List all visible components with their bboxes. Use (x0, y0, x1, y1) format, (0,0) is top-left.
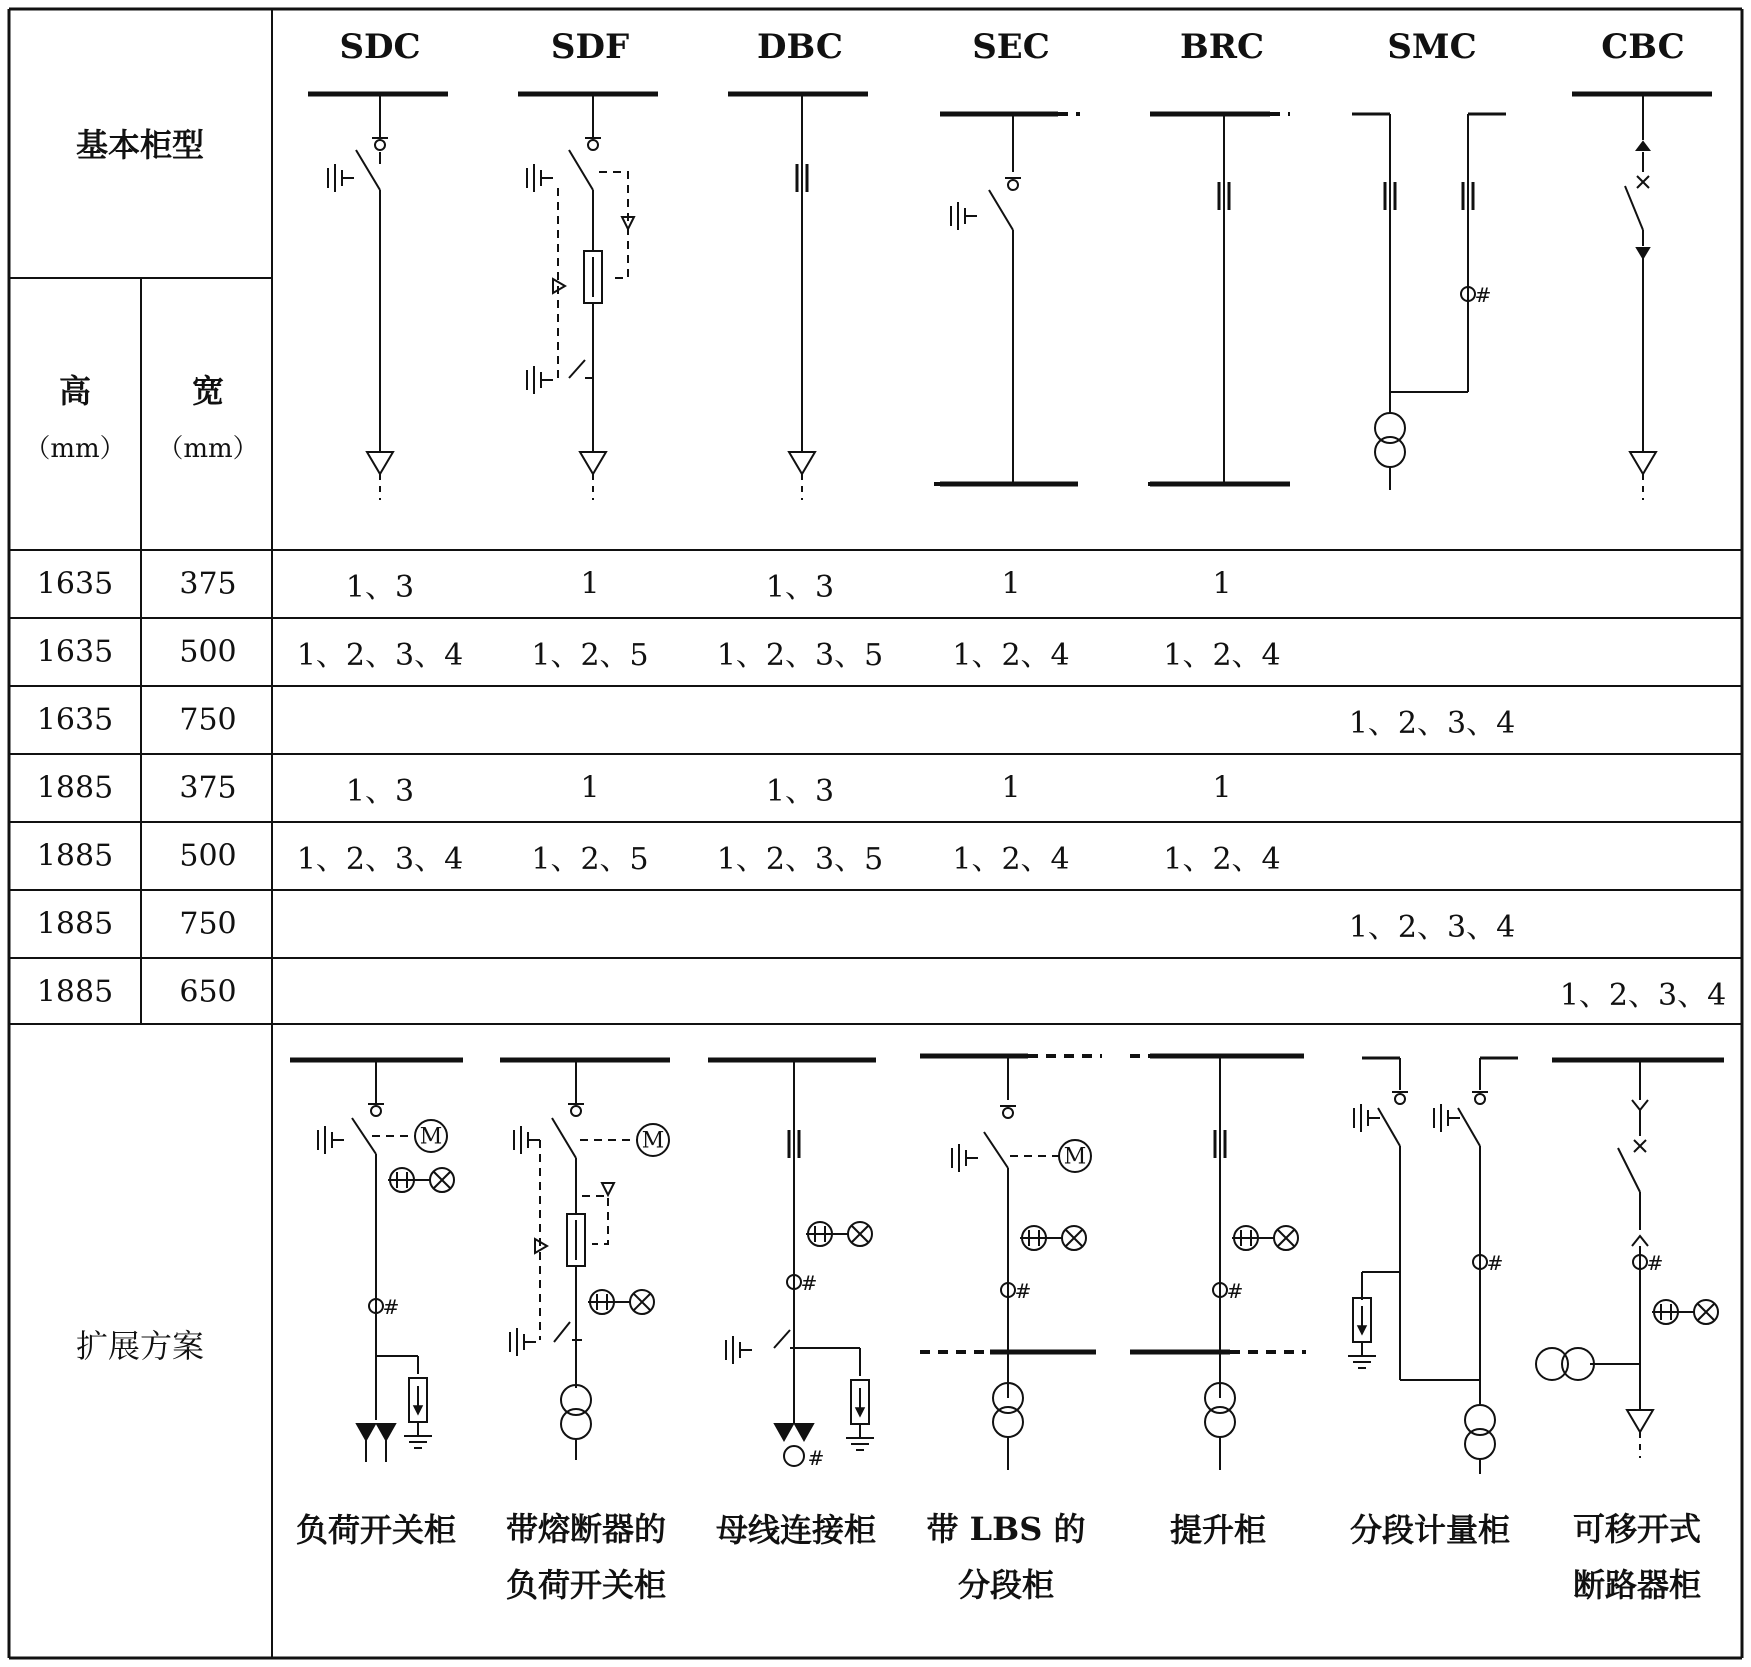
code-smc: SMC (1387, 27, 1477, 67)
earth-mark (375, 140, 385, 150)
caption-line: 母线连接柜 (715, 1511, 877, 1549)
caption-line: 分段柜 (957, 1566, 1055, 1604)
code-sec: SEC (972, 27, 1050, 67)
cable-termination (789, 452, 815, 474)
load-switch-icon (1378, 1108, 1400, 1146)
row-cell: 1、3 (345, 774, 415, 809)
row-height: 1885 (36, 770, 114, 806)
motor-label: M (1063, 1144, 1087, 1170)
load-switch-icon (989, 190, 1013, 230)
cable-termination (367, 452, 393, 474)
earth-mark (1008, 180, 1018, 190)
caption-sdc (296, 1502, 456, 1558)
transformer-icon (1375, 413, 1405, 443)
earth-switch-icon (774, 1330, 790, 1348)
row-width: 375 (179, 566, 237, 602)
height-label: 高 (58, 372, 91, 410)
ct-symbol: # (800, 1271, 818, 1295)
code-dbc: DBC (757, 27, 843, 67)
row-cell: 1 (1212, 770, 1232, 806)
earth-mark (1003, 1108, 1013, 1118)
caption-smc (1350, 1502, 1510, 1558)
basic-type-label: 基本柜型 (75, 126, 205, 164)
ct-symbol: # (1474, 283, 1492, 307)
ct-symbol: # (1014, 1279, 1032, 1303)
row-height: 1885 (36, 974, 114, 1010)
transformer-icon (1536, 1348, 1568, 1380)
cable-termination (775, 1424, 793, 1440)
row-cell: 1、3 (765, 570, 835, 605)
surge-arrester-icon (414, 1406, 422, 1414)
row-cell: 1、2、4 (952, 842, 1070, 877)
row-height: 1635 (36, 634, 114, 670)
withdrawable-contact (1637, 248, 1649, 258)
cable-termination (580, 452, 606, 474)
earth-mark (1475, 1094, 1485, 1104)
caption-line: 分段计量柜 (1349, 1511, 1511, 1549)
transformer-icon (1375, 437, 1405, 467)
width-unit: （mm） (157, 434, 259, 464)
row-cell: 1、2、3、4 (1348, 706, 1516, 741)
cable-termination (795, 1424, 813, 1440)
row-width: 375 (179, 770, 237, 806)
caption-sec (927, 1501, 1086, 1613)
row-cell: 1、2、5 (531, 842, 649, 877)
caption-line: 负荷开关柜 (505, 1566, 667, 1604)
row-height: 1885 (36, 906, 114, 942)
transformer-icon (1465, 1405, 1495, 1435)
row-width: 750 (179, 906, 237, 942)
caption-line: 带熔断器的 (505, 1510, 667, 1548)
load-switch-icon (1458, 1108, 1480, 1146)
caption-cbc (1573, 1501, 1701, 1613)
code-sdc: SDC (339, 27, 421, 67)
row-cell: 1、2、3、4 (1559, 978, 1727, 1013)
height-header (24, 362, 125, 478)
row-height: 1635 (36, 702, 114, 738)
ct-symbol: # (1646, 1251, 1664, 1275)
withdrawable-contact (1632, 1236, 1648, 1246)
transformer-icon (561, 1409, 591, 1439)
motor-label: M (641, 1128, 665, 1154)
width-label: 宽 (191, 372, 224, 410)
transformer-icon (1205, 1407, 1235, 1437)
row-cell: 1、2、3、5 (716, 638, 884, 673)
earth-mark (588, 140, 598, 150)
row-width: 500 (179, 634, 237, 670)
current-transformer-icon (784, 1446, 804, 1466)
transformer-icon (1465, 1429, 1495, 1459)
row-cell: 1、2、3、4 (296, 842, 464, 877)
width-header (157, 362, 258, 478)
caption-sdf (506, 1501, 666, 1613)
surge-arrester-icon (1358, 1326, 1366, 1334)
row-height: 1635 (36, 566, 114, 602)
row-cell: 1 (1212, 566, 1232, 602)
code-cbc: CBC (1601, 27, 1685, 67)
caption-brc (1170, 1502, 1266, 1558)
row-cell: 1 (580, 770, 600, 806)
withdrawable-contact (1632, 1100, 1648, 1110)
earth-switch-icon (554, 1322, 570, 1342)
load-switch-icon (569, 150, 593, 190)
load-switch-icon (984, 1132, 1008, 1168)
cable-termination (377, 1424, 395, 1440)
row-width: 500 (179, 838, 237, 874)
caption-dbc (716, 1502, 876, 1558)
row-cell: 1、2、4 (952, 638, 1070, 673)
transformer-icon (993, 1407, 1023, 1437)
caption-line: 断路器柜 (1572, 1566, 1702, 1604)
caption-line: 带 LBS 的 (926, 1510, 1086, 1548)
caption-line: 提升柜 (1169, 1511, 1267, 1549)
row-width: 750 (179, 702, 237, 738)
earth-mark (571, 1106, 581, 1116)
surge-arrester-icon (856, 1408, 864, 1416)
load-switch-icon (356, 150, 380, 190)
transformer-icon (561, 1385, 591, 1415)
ct-symbol: # (382, 1295, 400, 1319)
row-height: 1885 (36, 838, 114, 874)
code-brc: BRC (1179, 27, 1265, 67)
ct-symbol: # (1226, 1279, 1244, 1303)
row-cell: 1、2、3、4 (296, 638, 464, 673)
cable-termination (1627, 1410, 1653, 1432)
circuit-breaker-icon (1625, 186, 1643, 230)
withdrawable-contact (1637, 142, 1649, 150)
trip-arrow-icon (602, 1183, 614, 1195)
extension-label: 扩展方案 (75, 1327, 205, 1365)
cable-termination (1630, 452, 1656, 474)
row-cell: 1、2、4 (1163, 842, 1281, 877)
row-cell: 1、3 (765, 774, 835, 809)
code-sdf: SDF (550, 27, 630, 67)
row-cell: 1 (1001, 770, 1021, 806)
row-cell: 1、2、5 (531, 638, 649, 673)
caption-line: 负荷开关柜 (295, 1511, 457, 1549)
height-unit: （mm） (24, 434, 126, 464)
circuit-breaker-icon (1618, 1148, 1640, 1192)
row-cell: 1、3 (345, 570, 415, 605)
load-switch-icon (552, 1118, 576, 1158)
row-cell: 1 (1001, 566, 1021, 602)
transformer-icon (1562, 1348, 1594, 1380)
earth-mark (1395, 1094, 1405, 1104)
row-width: 650 (179, 974, 237, 1010)
motor-label: M (419, 1124, 443, 1150)
row-cell: 1、2、4 (1163, 638, 1281, 673)
caption-line: 可移开式 (1572, 1510, 1702, 1548)
earth-switch-icon (569, 360, 585, 378)
row-cell: 1 (580, 566, 600, 602)
ct-symbol: # (1486, 1251, 1504, 1275)
earth-mark (371, 1106, 381, 1116)
row-cell: 1、2、3、5 (716, 842, 884, 877)
row-cell: 1、2、3、4 (1348, 910, 1516, 945)
trip-linkage (599, 172, 628, 278)
ct-symbol: # (807, 1446, 825, 1470)
cable-termination (357, 1424, 375, 1440)
